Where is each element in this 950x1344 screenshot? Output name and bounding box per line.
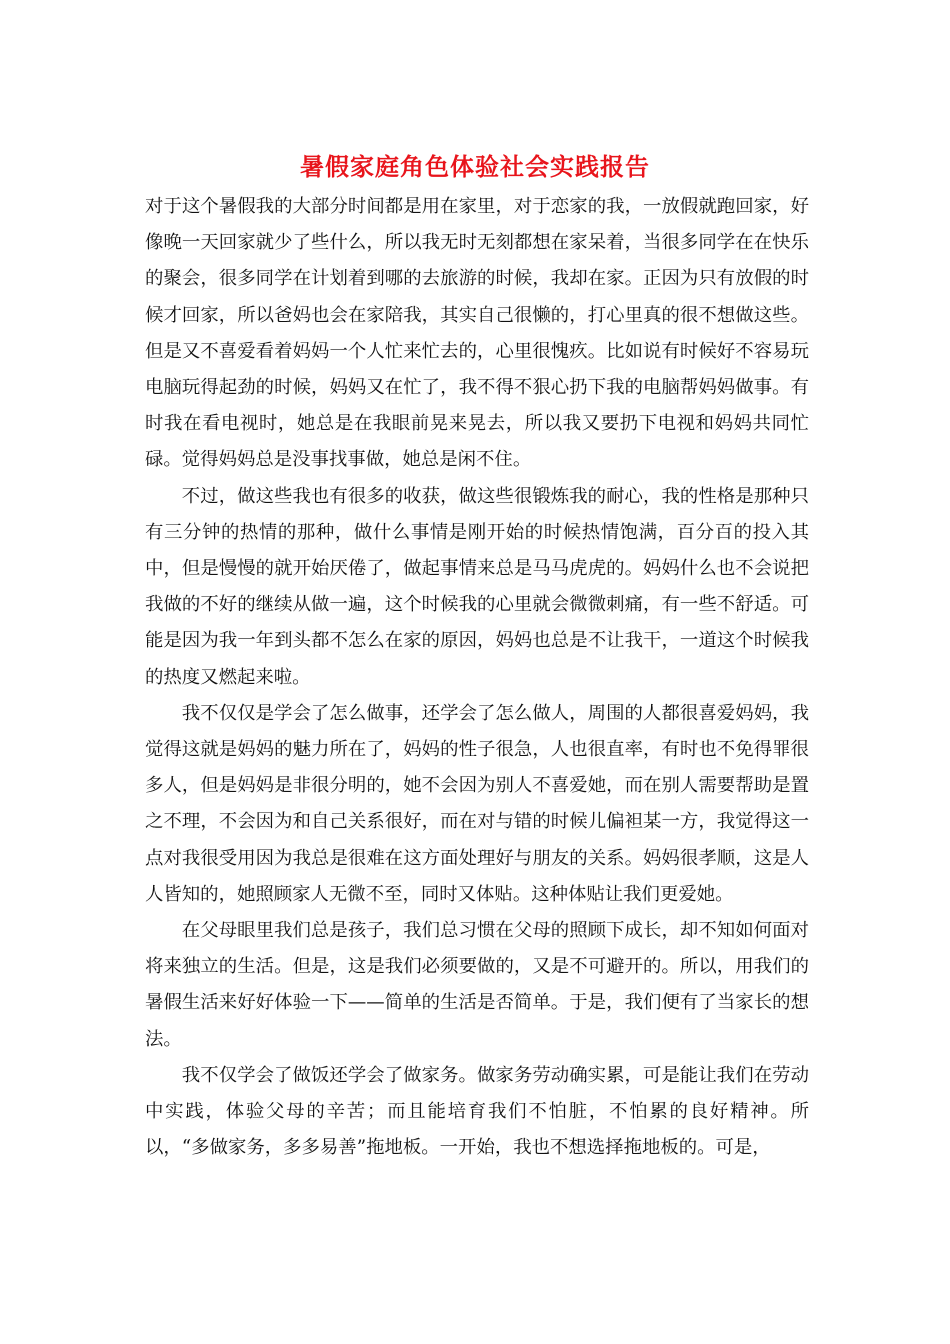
paragraph-3: 我不仅仅是学会了怎么做事，还学会了怎么做人，周围的人都很喜爱妈妈，我觉得这就是妈妈的魅力所在了，妈妈的性子很急，人也很直率，有时也不免得罪很多人，但是妈妈是非很分明的，她不会因为别人不喜爱她，而在别人需要帮助是置之不理，不会因为和自己关系很好，而在对与错的时候儿偏袒某一方，我觉得这一点对我很受用因为我总是很难在这方面处理好与朋友的关系。妈妈很孝顺，这是人人皆知的，她照顾家人无微不至，同时又体贴。这种体贴让我们更爱她。 [145,702,809,905]
paragraph-4: 在父母眼里我们总是孩子，我们总习惯在父母的照顾下成长，却不知如何面对将来独立的生活。但是，这是我们必须要做的，又是不可避开的。所以，用我们的暑假生活来好好体验一下——简单的生活是否简单。于是，我们便有了当家长的想法。 [145,920,809,1050]
paragraph-2: 不过，做这些我也有很多的收获，做这些很锻炼我的耐心，我的性格是那种只有三分钟的热情的那种，做什么事情是刚开始的时候热情饱满，百分百的投入其中，但是慢慢的就开始厌倦了，做起事情来总是马马虎虎的。妈妈什么也不会说把我做的不好的继续从做一遍，这个时候我的心里就会微微刺痛，有一些不舒适。可能是因为我一年到头都不怎么在家的原因，妈妈也总是不让我干，一道这个时候我的热度又燃起来啦。 [145,485,809,688]
document-body [145,189,809,1166]
paragraph-1: 对于这个暑假我的大部分时间都是用在家里，对于恋家的我，一放假就跑回家，好像晚一天回家就少了些什么，所以我无时无刻都想在家呆着，当很多同学在在快乐的聚会，很多同学在计划着到哪的去旅游的时候，我却在家。正因为只有放假的时候才回家，所以爸妈也会在家陪我，其实自己很懒的，打心里真的很不想做这些。但是又不喜爱看着妈妈一个人忙来忙去的，心里很愧疚。比如说有时候好不容易玩电脑玩得起劲的时候，妈妈又在忙了，我不得不狠心扔下我的电脑帮妈妈做事。有时我在看电视时，她总是在我眼前晃来晃去，所以我又要扔下电视和妈妈共同忙碌。觉得妈妈总是没事找事做，她总是闲不住。 [145,196,809,471]
document-title: 暑假家庭角色体验社会实践报告 [300,152,650,181]
paragraph-5: 我不仅学会了做饭还学会了做家务。做家务劳动确实累，可是能让我们在劳动中实践，体验父母的辛苦；而且能培育我们不怕脏，不怕累的良好精神。所以，“多做家务，多多易善”拖地板。一开始，我也不想选择拖地板的。可是， [145,1064,809,1159]
